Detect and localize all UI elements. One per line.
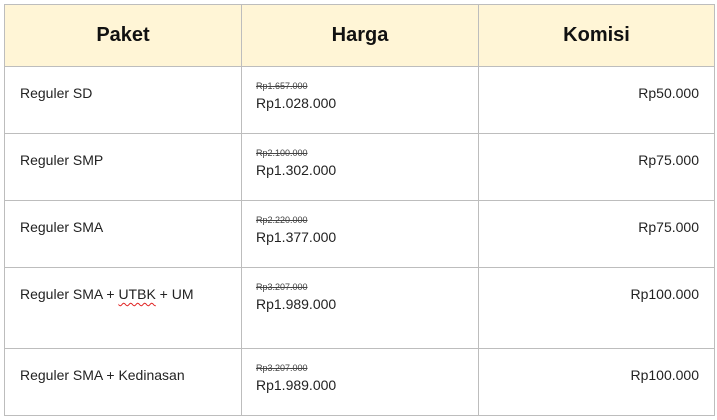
package-name-text: Reguler SMA — [20, 219, 104, 235]
price-block — [242, 201, 478, 245]
cell-harga[interactable] — [242, 67, 479, 134]
package-name-text: Reguler SMP — [20, 152, 104, 168]
discount-price: Rp1.989.000 — [256, 377, 337, 393]
table-row — [5, 268, 715, 349]
table-body — [5, 67, 715, 416]
commission-value: Rp100.000 — [630, 286, 699, 302]
pricing-table — [4, 4, 715, 416]
package-name-text: Reguler SMA + Kedinasan — [20, 367, 185, 383]
cell-komisi[interactable] — [479, 134, 715, 201]
price-block — [242, 349, 478, 393]
spellcheck-flagged-word[interactable]: UTBK — [118, 286, 156, 302]
discount-price: Rp1.028.000 — [256, 95, 337, 111]
cell-komisi[interactable] — [479, 67, 715, 134]
cell-paket[interactable] — [5, 349, 242, 416]
cell-komisi[interactable] — [479, 268, 715, 349]
commission-value: Rp75.000 — [638, 152, 699, 168]
header-row — [5, 5, 715, 67]
header-komisi: Komisi — [479, 5, 715, 67]
price-block — [242, 67, 478, 111]
commission-value: Rp75.000 — [638, 219, 699, 235]
original-price: Rp1.657.000 — [256, 81, 308, 91]
package-name-suffix: + UM — [155, 286, 194, 302]
package-name — [5, 349, 241, 383]
header-paket: Paket — [5, 5, 242, 67]
table-header — [5, 5, 715, 67]
cell-komisi[interactable] — [479, 349, 715, 416]
cell-paket[interactable] — [5, 134, 242, 201]
cell-harga[interactable] — [242, 201, 479, 268]
commission-value: Rp100.000 — [630, 367, 699, 383]
cell-harga[interactable] — [242, 134, 479, 201]
discount-price: Rp1.989.000 — [256, 296, 337, 312]
cell-paket[interactable] — [5, 67, 242, 134]
cell-paket[interactable] — [5, 201, 242, 268]
package-name — [5, 134, 241, 168]
package-name — [5, 201, 241, 235]
package-name — [5, 268, 241, 302]
table-row — [5, 134, 715, 201]
package-name-text: Reguler SD — [20, 85, 93, 101]
table-row — [5, 67, 715, 134]
cell-harga[interactable] — [242, 268, 479, 349]
original-price: Rp2.100.000 — [256, 148, 308, 158]
cell-harga[interactable] — [242, 349, 479, 416]
table-row — [5, 201, 715, 268]
original-price: Rp2.220.000 — [256, 215, 308, 225]
header-harga: Harga — [242, 5, 479, 67]
cell-paket[interactable] — [5, 268, 242, 349]
table-row — [5, 349, 715, 416]
original-price: Rp3.207.000 — [256, 363, 308, 373]
package-name-text: Reguler SMA + — [20, 286, 119, 302]
package-name — [5, 67, 241, 101]
commission-value: Rp50.000 — [638, 85, 699, 101]
original-price: Rp3.207.000 — [256, 282, 308, 292]
discount-price: Rp1.377.000 — [256, 229, 337, 245]
cell-komisi[interactable] — [479, 201, 715, 268]
discount-price: Rp1.302.000 — [256, 162, 337, 178]
price-block — [242, 268, 478, 312]
price-block — [242, 134, 478, 178]
